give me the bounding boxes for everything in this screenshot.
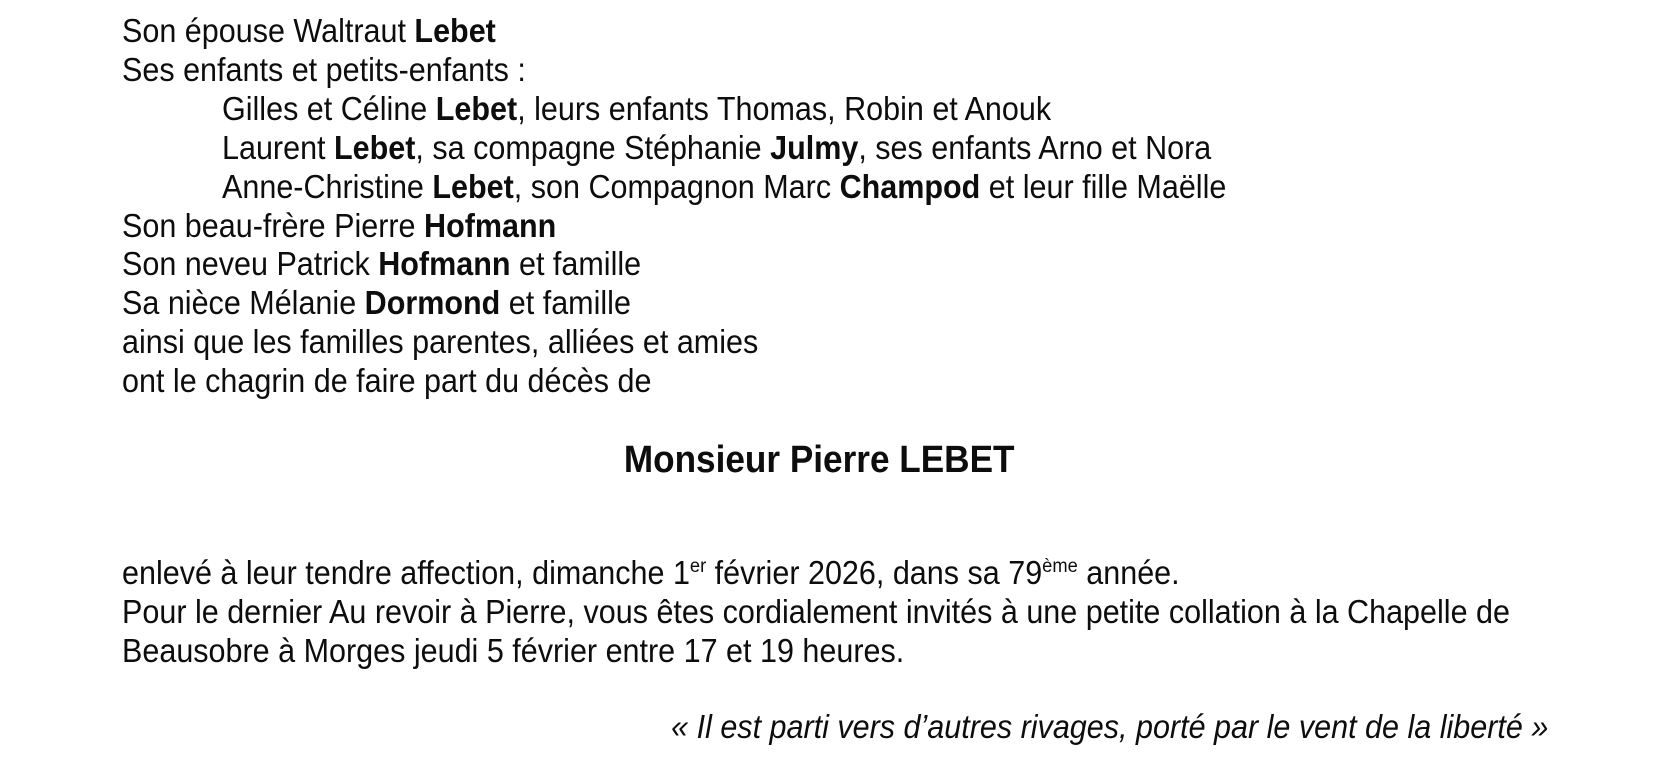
text-segment: , leurs enfants Thomas, Robin et Anouk <box>517 89 1052 127</box>
family-name-bold: Hofmann <box>424 206 557 244</box>
deceased-name-text: Monsieur Pierre LEBET <box>623 439 1015 481</box>
text-segment: ainsi que les familles parentes, alliées et amies <box>122 323 759 361</box>
text-segment: Gilles et Céline <box>222 89 436 127</box>
text-segment: , son Compagnon Marc <box>513 167 840 205</box>
family-section <box>122 12 1308 401</box>
family-line-child-gilles <box>122 90 1308 129</box>
text-segment: enlevé à leur tendre affection, dimanche 1 <box>122 554 690 591</box>
text-segment: Son neveu Patrick <box>122 245 379 283</box>
text-segment: , sa compagne Stéphanie <box>415 128 771 166</box>
text-segment: Pour le dernier Au revoir à Pierre, vous êtes cordialement invités à une petite collation à la Chapelle de <box>122 592 1510 630</box>
family-name-bold: Lebet <box>435 89 518 127</box>
family-line-child-laurent <box>122 129 1308 168</box>
quote-text: « Il est parti vers d’autres rivages, porté par le vent de la liberté » <box>670 708 1548 745</box>
text-segment: et famille <box>510 245 642 283</box>
family-line-niece <box>122 284 1308 323</box>
details-line-ceremony-2 <box>122 632 1623 671</box>
text-segment: Laurent <box>222 128 335 166</box>
text-segment: Ses enfants et petits-enfants : <box>122 50 526 88</box>
text-segment: ont le chagrin de faire part du décès de <box>122 362 652 400</box>
text-segment: année. <box>1077 554 1180 591</box>
deceased-name-title <box>122 437 1516 483</box>
family-name-bold: Champod <box>839 167 981 205</box>
text-segment: et famille <box>500 284 631 322</box>
family-line-other-families <box>122 323 1308 362</box>
ordinal-superscript: ème <box>1042 555 1078 577</box>
family-name-bold: Lebet <box>334 128 416 166</box>
family-line-nephew <box>122 245 1308 284</box>
family-name-bold: Hofmann <box>378 245 511 283</box>
family-name-bold: Julmy <box>770 128 859 166</box>
closing-quote <box>122 708 1548 747</box>
family-line-brother-in-law <box>122 207 1308 246</box>
text-segment: Son épouse Waltraut <box>122 12 415 49</box>
text-segment: et leur fille Maëlle <box>980 167 1227 205</box>
text-segment: , ses enfants Arno et Nora <box>858 128 1212 166</box>
text-segment: février 2026, dans sa 79 <box>706 554 1043 591</box>
details-line-death-date <box>122 554 1623 593</box>
family-name-bold: Dormond <box>364 284 501 322</box>
text-segment: Son beau-frère Pierre <box>122 206 425 244</box>
family-name-bold: Lebet <box>414 12 496 49</box>
text-segment: Anne-Christine <box>222 167 433 205</box>
family-name-bold: Lebet <box>432 167 514 205</box>
family-line-announcement <box>122 362 1308 401</box>
ordinal-superscript: er <box>689 555 707 577</box>
text-segment: Beausobre à Morges jeudi 5 février entre 17 et 19 heures. <box>122 631 905 669</box>
text-segment: Sa nièce Mélanie <box>122 284 365 322</box>
family-line-children-header <box>122 51 1308 90</box>
details-line-ceremony-1 <box>122 593 1623 632</box>
family-line-child-anne-christine <box>122 168 1308 207</box>
details-section <box>122 554 1623 671</box>
family-line-spouse <box>122 12 1308 51</box>
